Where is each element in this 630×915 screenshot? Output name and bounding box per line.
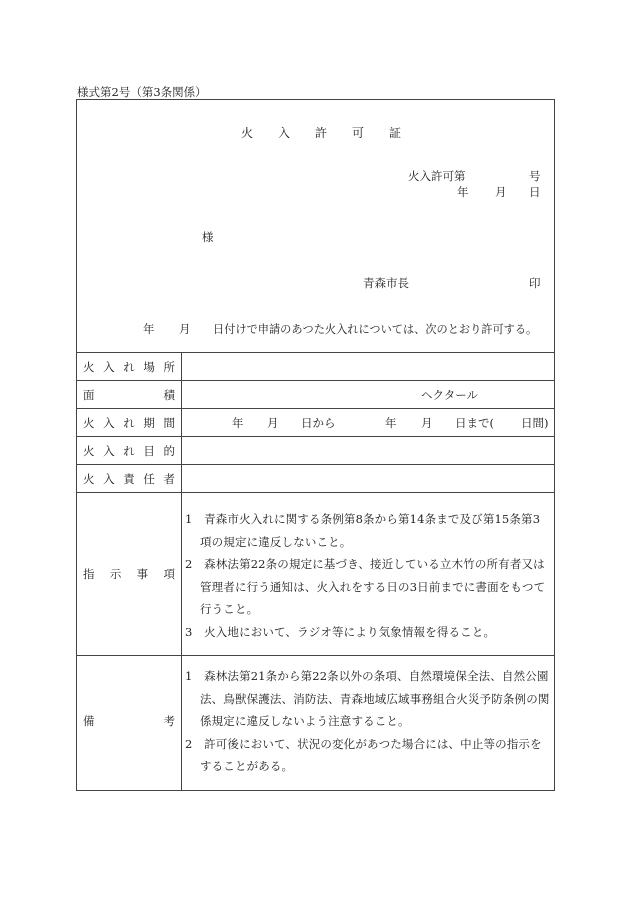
- period-start-month: 月: [267, 416, 279, 430]
- label-char: 指: [83, 567, 95, 581]
- form-title: [241, 124, 401, 141]
- instructions-label: [83, 566, 175, 582]
- remarks-list: [185, 665, 551, 778]
- location-label: [83, 359, 175, 375]
- remark-item: 1 森林法第21条から第22条以外の条項、自然環境保全法、自然公園法、鳥獣保護法、消防法、青森地域広域事務組合火災予防条例の関係規定に違反しないよう注意すること。: [185, 669, 550, 729]
- label-char: 入: [103, 444, 115, 458]
- period-end-day: 日まで(: [455, 416, 494, 430]
- instruction-item: 3 火入地において、ラジオ等により気象情報を得ること。: [185, 624, 496, 639]
- permit-number-suffix: 号: [529, 169, 541, 183]
- intro-month: 月: [179, 322, 191, 336]
- period-end-year: 年: [385, 416, 397, 430]
- label-char: れ: [123, 360, 135, 374]
- instruction-item: 2 森林法第22条の規定に基づき、接近している立木竹の所有者又は管理者に行う通知は、火入れをする日の3日前までに書面をもつて行うこと。: [185, 557, 546, 617]
- label-char: 事: [136, 567, 149, 581]
- label-char: 火: [83, 416, 95, 430]
- issue-month: 月: [495, 185, 507, 199]
- title-char: 許: [314, 126, 327, 140]
- form-number: 様式第2号（第3条関係）: [77, 85, 207, 99]
- issue-year: 年: [457, 185, 469, 199]
- area-label: [83, 387, 175, 403]
- label-char: 火: [83, 472, 95, 486]
- remark-item: 2 許可後において、状況の変化があつた場合には、中止等の指示をすることがある。: [185, 736, 542, 774]
- label-char: 任: [143, 472, 155, 486]
- label-char: 期: [143, 416, 155, 430]
- issue-day: 日: [529, 185, 541, 199]
- intro-text: 日付けで申請のあつた火入れについては、次のとおり許可する。: [213, 323, 538, 336]
- issuer-seal: 印: [529, 276, 541, 290]
- addressee-suffix: 様: [202, 230, 214, 244]
- purpose-label: [83, 443, 175, 459]
- label-char: 入: [103, 416, 115, 430]
- label-char: 者: [163, 472, 175, 486]
- label-char: 面: [83, 388, 95, 402]
- label-char: れ: [123, 444, 135, 458]
- title-char: 証: [388, 126, 401, 140]
- instructions-list: [185, 508, 551, 644]
- label-char: 目: [143, 444, 155, 458]
- title-char: 可: [351, 126, 364, 140]
- instruction-item: 1 青森市火入れに関する条例第8条から第14条まで及び第15条第3項の規定に違反しないこと。: [185, 512, 541, 549]
- label-char: 備: [83, 714, 95, 728]
- period-end-month: 月: [421, 416, 433, 430]
- label-char: れ: [123, 416, 135, 430]
- manager-label: [83, 471, 175, 487]
- issuer-title: 青森市長: [363, 276, 409, 290]
- area-unit: ヘクタール: [421, 388, 479, 402]
- intro-year: 年: [143, 322, 155, 336]
- permit-number-prefix: 火入許可第: [408, 169, 466, 183]
- title-char: 入: [277, 126, 290, 140]
- label-char: 火: [83, 360, 95, 374]
- remarks-label: [83, 713, 175, 729]
- label-char: 火: [83, 444, 95, 458]
- period-days: 日間): [521, 416, 549, 430]
- label-char: 考: [163, 714, 175, 728]
- label-char: 所: [163, 360, 175, 374]
- label-char: 示: [109, 567, 122, 581]
- period-start-year: 年: [232, 416, 244, 430]
- label-char: 項: [163, 567, 175, 581]
- label-char: 間: [163, 416, 175, 430]
- title-char: 火: [241, 126, 254, 140]
- label-char: 責: [123, 472, 135, 486]
- label-char: 的: [163, 444, 175, 458]
- period-start-day: 日から: [301, 416, 336, 430]
- label-char: 入: [103, 360, 115, 374]
- label-char: 入: [103, 472, 115, 486]
- label-char: 積: [163, 388, 175, 402]
- period-label: [83, 415, 175, 431]
- permit-form: [76, 99, 555, 791]
- label-char: 場: [143, 360, 155, 374]
